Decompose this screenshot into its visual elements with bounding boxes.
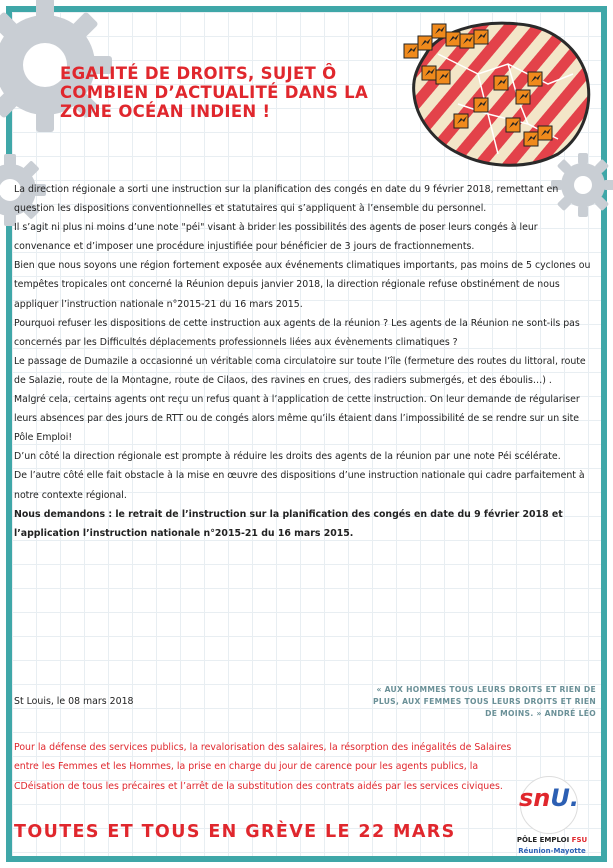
paragraph: Pourquoi refuser les dispositions de cette instruction aux agents de la réunion ? Les agents de la Réunion ne sont-ils pas concernés par les Difficultés déplacements professionnels liées aux évènements climatiques ? — [14, 317, 580, 348]
logo-mark-sn: sn — [519, 784, 551, 812]
paragraph: Malgré cela, certains agents ont reçu un refus quant à l’application de cette instruction. On leur demande de régulariser leurs absences par des jours de RTT ou de congés alors même qu’ils étaient dans l’impossibilité de se rendre sur un site Pôle Emploi! — [14, 394, 580, 444]
quote: « AUX HOMMES TOUS LEURS DROITS ET RIEN DE PLUS, AUX FEMMES TOUS LEURS DROITS ET RIEN DE MOINS. » ANDRÉ LÉO — [372, 685, 596, 718]
body-text — [14, 180, 596, 543]
logo-fsu: FSU — [571, 836, 588, 844]
logo-line-1 — [506, 836, 598, 844]
logo-mark — [506, 784, 592, 812]
page-title: EGALITÉ DE DROITS, SUJET Ô COMBIEN D’ACTUALITÉ DANS LA ZONE OCÉAN INDIEN ! — [60, 64, 369, 121]
demand-statement: Nous demandons : le retrait de l’instruction sur la planification des congés en date du 9 février 2018 et l’application l’instruction nationale n°2015-21 du 16 mars 2015. — [14, 508, 563, 539]
strike-headline: TOUTES ET TOUS EN GRÈVE LE 22 MARS — [14, 822, 456, 842]
signature-date: St Louis, le 08 mars 2018 — [14, 696, 134, 707]
paragraph: Le passage de Dumazile a occasionné un véritable coma circulatoire sur toute l’île (fermeture des routes du littoral, route de Salazie, route de la Montagne, route de Cilaos, des ravines en crues, des radiers submergés, et des éboulis…) . — [14, 355, 586, 386]
logo-line-2: Réunion-Mayotte — [518, 847, 586, 855]
demands-text: Pour la défense des services publics, la revalorisation des salaires, la résorption des inégalités de Salaires entre les Femmes et les Hommes, la prise en charge du jour de carence pour les agents publics, la CDéisation de tous les précaires et l’arrêt de la substitution des contrats aidés par les services civiques. — [14, 742, 512, 792]
paragraph: La direction régionale a sorti une instruction sur la planification des congés en date du 9 février 2018, remettant en question les dispositions conventionnelles et statutaires qui s’appliquent à l’ensemble du personnel. — [14, 184, 559, 215]
snu-logo — [506, 776, 598, 866]
logo-line-1-main: PÔLE EMPLOI — [516, 836, 572, 844]
reunion-island-map — [398, 14, 598, 174]
paragraph: De l’autre côté elle fait obstacle à la mise en œuvre des dispositions d’une instruction nationale qui cadre parfaitement à notre contexte régional. — [14, 470, 585, 501]
logo-mark-u: U. — [550, 784, 579, 812]
paragraph: Bien que nous soyons une région fortement exposée aux événements climatiques importants, pas moins de 5 cyclones ou tempêtes tropicales ont concerné la Réunion depuis janvier 2018, la direction régionale refuse obstinément de nous appliquer l’instruction nationale n°2015-21 du 16 mars 2015. — [14, 260, 591, 310]
paragraph: Il s’agit ni plus ni moins d’une note "péi" visant à brider les possibilités des agents de poser leurs congés à leur convenance et d’imposer une procédure injustifiée pour bénéficier de 3 jours de fractionnements. — [14, 222, 538, 253]
paragraph: D’un côté la direction régionale est prompte à réduire les droits des agents de la réunion par une note Péi scélérate. — [14, 451, 561, 463]
